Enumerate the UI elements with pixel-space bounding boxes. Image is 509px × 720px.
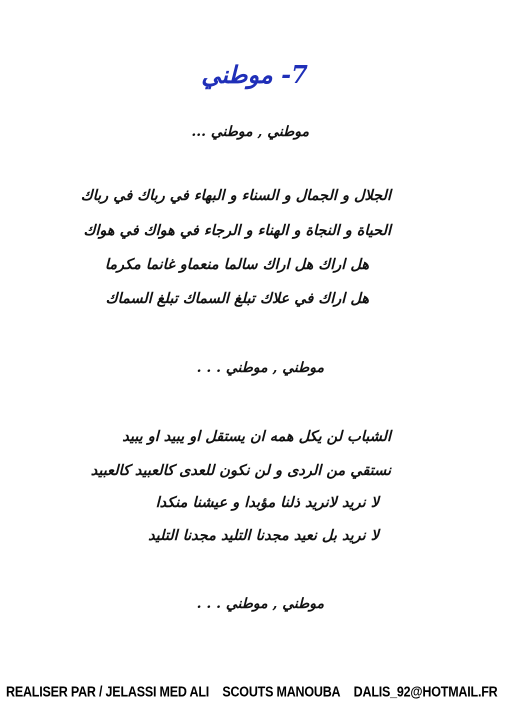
verse-line: هل اراك في علاك تبلغ السماك تبلغ السماك (105, 290, 369, 307)
verse-line: لا نريد لانريد ذلنا مؤبدا و عيشنا منكدا (155, 494, 379, 511)
refrain-line: موطني , موطني . . . (196, 596, 324, 612)
verse-line: الحياة و النجاة و الهناء و الرجاء في هواك في هواك (83, 222, 391, 239)
verse-line: لا نريد بل نعيد مجدنا التليد مجدنا التليد (148, 527, 379, 544)
refrain-line: موطني , موطني ... (191, 124, 309, 140)
verse-line: الجلال و الجمال و السناء و البهاء في رباك في رباك (80, 187, 391, 204)
refrain-line: موطني , موطني . . . (196, 360, 324, 376)
verse-line: هل اراك هل اراك سالما منعماو غانما مكرما (104, 256, 369, 273)
footer-email: DALIS_92@HOTMAIL.FR (353, 684, 498, 701)
footer-group: SCOUTS MANOUBA (222, 684, 341, 701)
verse-line: الشباب لن يكل همه ان يستقل او يبيد او يبيد (122, 428, 391, 445)
footer-credit: REALISER PAR / JELASSI MED ALI (6, 684, 210, 701)
footer-credits (6, 684, 506, 700)
verse-line: نستقي من الردى و لن نكون للعدى كالعبيد كالعبيد (90, 462, 391, 479)
page-title: 7- موطني (201, 60, 308, 89)
